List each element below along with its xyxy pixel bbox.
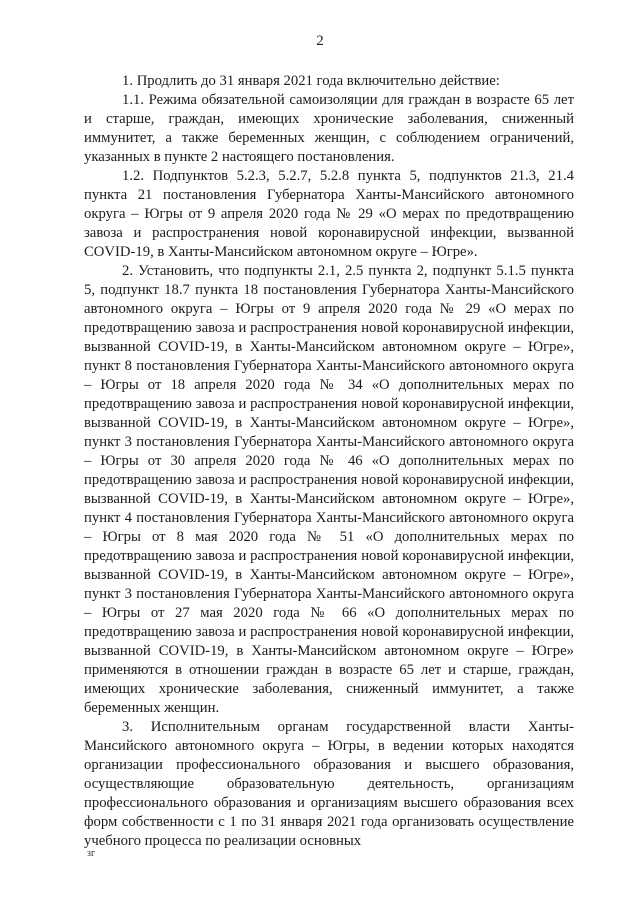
document-body <box>84 72 574 851</box>
paragraph-1: 1. Продлить до 31 января 2021 года включительно действие: <box>122 73 500 89</box>
paragraph-1-1: 1.1. Режима обязательной самоизоляции для граждан в возрасте 65 лет и старше, граждан, имеющих хронические заболевания, сниженный иммунитет, а также беременных женщин, с соблюдением ограничений, указанных в пункте 2 настоящего постановления. <box>84 92 574 165</box>
page-number: 2 <box>316 33 324 49</box>
paragraph-2: 2. Установить, что подпункты 2.1, 2.5 пункта 2, подпункт 5.1.5 пункта 5, подпункт 18.7 пункта 18 постановления Губернатора Ханты-Мансийского автономного округа – Югры от 9 апреля 2020 года № 29 «О мерах по предотвращению завоза и распространения новой коронавирусной инфекции, вызванной COVID-19, в Ханты-Мансийском автономном округе – Югре», пункт 8 постановления Губернатора Ханты-Мансийского автономного округа – Югры от 18 апреля 2020 года № 34 «О дополнительных мерах по предотвращению завоза и распространения новой коронавирусной инфекции, вызванной COVID-19, в Ханты-Мансийском автономном округе – Югре», пункт 3 постановления Губернатора Ханты-Мансийского автономного округа – Югры от 30 апреля 2020 года № 46 «О дополнительных мерах по предотвращению завоза и распространения новой коронавирусной инфекции, вызванной COVID-19, в Ханты-Мансийском автономном округе – Югре», пункт 4 постановления Губернатора Ханты-Мансийского автономного округа – Югры от 8 мая 2020 года № 51 «О дополнительных мерах по предотвращению завоза и распространения новой коронавирусной инфекции, вызванной COVID-19, в Ханты-Мансийском автономном округе – Югре», пункт 3 постановления Губернатора Ханты-Мансийского автономного округа – Югры от 27 мая 2020 года № 66 «О дополнительных мерах по предотвращению завоза и распространения новой коронавирусной инфекции, вызванной COVID-19, в Ханты-Мансийском автономном округе – Югре» применяются в отношении граждан в возрасте 65 лет и старше, граждан, имеющих хронические заболевания, сниженный иммунитет, а также беременных женщин. <box>84 263 574 716</box>
footer-code: зг <box>87 848 96 859</box>
paragraph-1-2: 1.2. Подпунктов 5.2.3, 5.2.7, 5.2.8 пункта 5, подпунктов 21.3, 21.4 пункта 21 постановления Губернатора Ханты-Мансийского автономного округа – Югры от 9 апреля 2020 года № 29 «О мерах по предотвращению завоза и распространения новой коронавирусной инфекции, вызванной COVID-19, в Ханты-Мансийском автономном округе – Югре». <box>84 168 574 260</box>
paragraph-3: 3. Исполнительным органам государственной власти Ханты-Мансийского автономного округа – Югры, в ведении которых находятся организации профессионального образования и высшего образования, осуществляющие образовательную деятельность, организациям профессионального образования и организациям высшего образования всех форм собственности с 1 по 31 января 2021 года организовать осуществление учебного процесса по реализации основных <box>84 719 574 849</box>
